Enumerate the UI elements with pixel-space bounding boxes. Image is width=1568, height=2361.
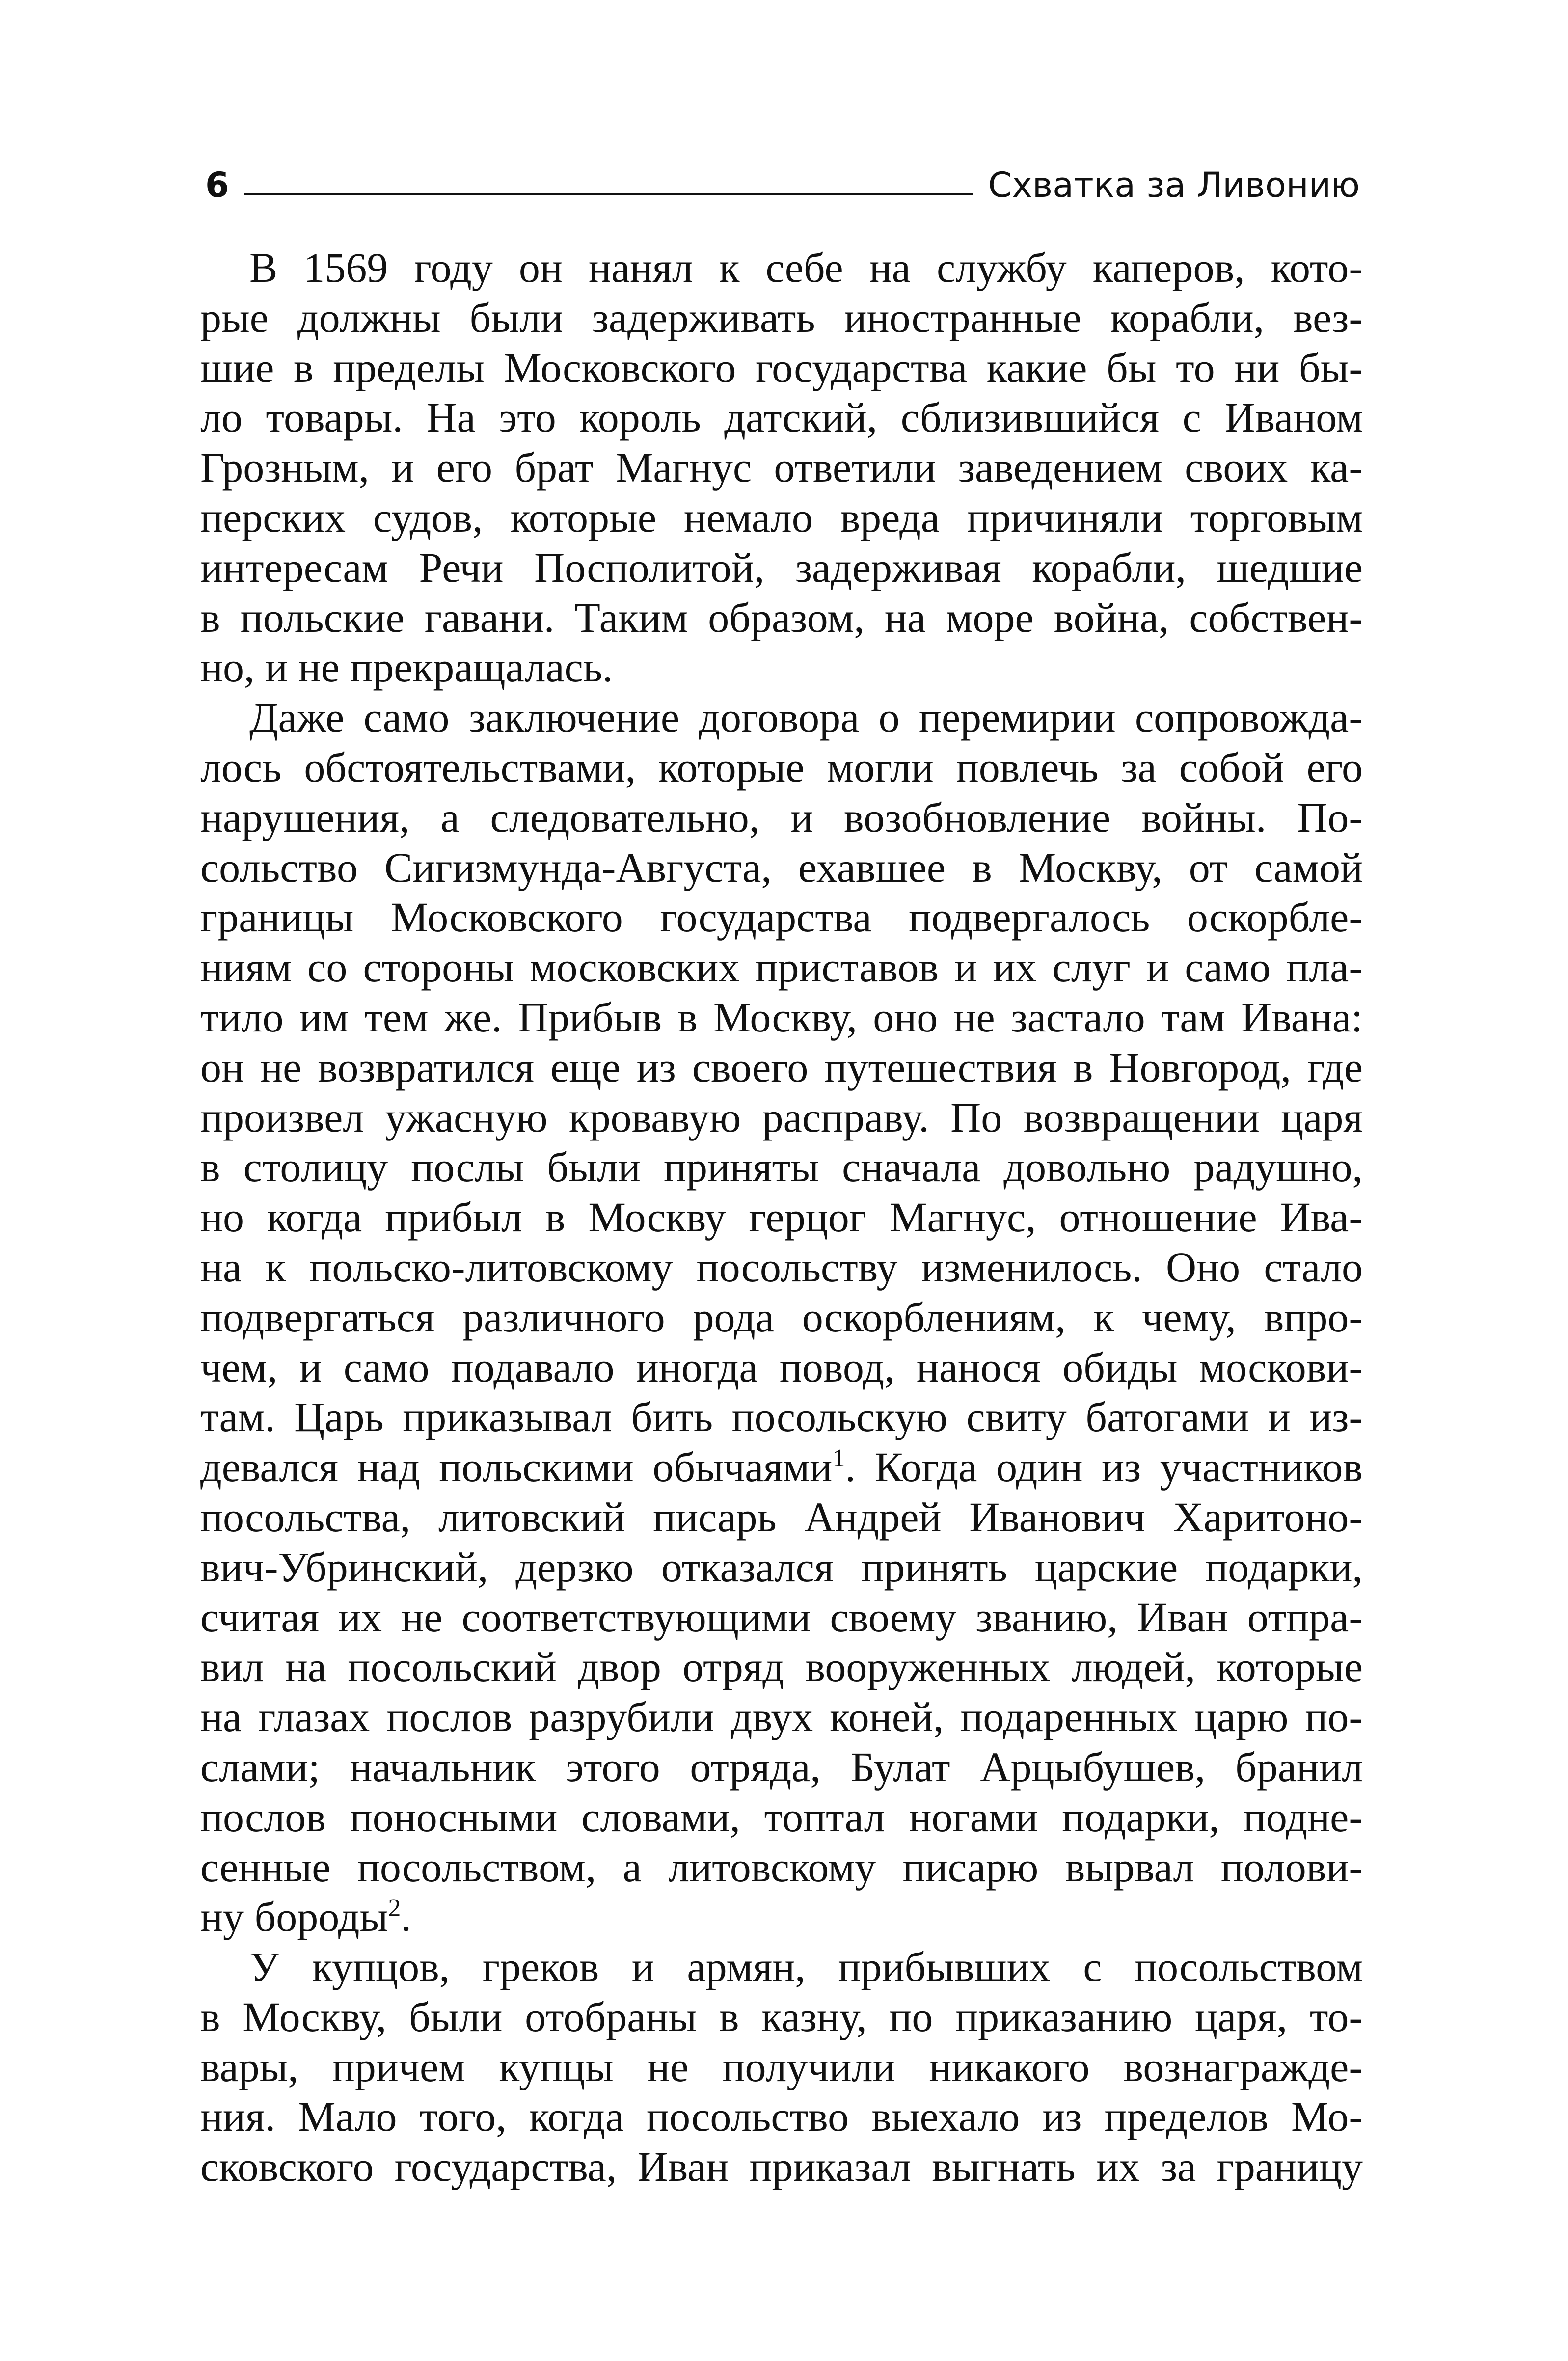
footnote-ref[interactable]: 1 [832, 1444, 845, 1473]
footnote-ref-line [200, 1442, 1363, 1493]
text-line: послов поносными словами, топтал ногами подарки, подне- [200, 1793, 1363, 1841]
text-line: рые должны были задерживать иностранные корабли, вез- [200, 294, 1363, 341]
text-line: слами; начальник этого отряда, Булат Арцыбушев, бранил [200, 1743, 1363, 1791]
text-line: посольства, литовский писарь Андрей Иванович Харитоно- [200, 1493, 1363, 1541]
text-line: тило им тем же. Прибыв в Москву, оно не застало там Ивана: [200, 993, 1363, 1041]
paragraph-1 [200, 243, 1363, 693]
footnote-ref-line [200, 1892, 1363, 1942]
text-line: В 1569 году он нанял к себе на службу каперов, кото- [249, 244, 1363, 291]
text-line: вил на посольский двор отряд вооруженных людей, которые [200, 1643, 1363, 1691]
text-line: лось обстоятельствами, которые могли повлечь за собой его [200, 743, 1363, 791]
text-line: в Москву, были отобраны в казну, по приказанию царя, то- [200, 1993, 1363, 2040]
header-rule [244, 193, 973, 195]
text-line: произвел ужасную кровавую расправу. По возвращении царя [200, 1093, 1363, 1141]
text-line: ниям со стороны московских приставов и их слуг и само пла- [200, 944, 1363, 991]
text-line: он не возвратился еще из своего путешествия в Новгород, где [200, 1043, 1363, 1091]
running-head [205, 147, 1360, 206]
text-line: Даже само заключение договора о перемирии сопровожда- [249, 694, 1363, 741]
text-line: сольство Сигизмунда-Августа, ехавшее в Москву, от самой [200, 843, 1363, 891]
text-line: ло товары. На это король датский, сблизившийся с Иваном [200, 394, 1363, 441]
page-number: 6 [205, 165, 229, 205]
text-line: интересам Речи Посполитой, задерживая корабли, шедшие [200, 543, 1363, 591]
text-line: чем, и само подавало иногда повод, нанося обиды москови- [200, 1343, 1363, 1391]
text-line: подвергаться различного рода оскорблениям, к чему, впро- [200, 1293, 1363, 1341]
paragraph-3 [200, 1942, 1363, 2192]
text-line: вары, причем купцы не получили никакого вознагражде- [200, 2043, 1363, 2090]
text-run: ну бороды [200, 1893, 388, 1941]
running-title: Схватка за Ливонию [988, 165, 1360, 205]
text-line: границы Московского государства подвергалось оскорбле- [200, 894, 1363, 941]
text-line: сковского государства, Иван приказал выгнать их за границу [200, 2143, 1363, 2191]
text-run: . Когда один из участников [845, 1443, 1363, 1491]
text-line: сенные посольством, а литовскому писарю вырвал полови- [200, 1843, 1363, 1891]
text-line: Грозным, и его брат Магнус ответили заведением своих ка- [200, 444, 1363, 491]
text-line: в польские гавани. Таким образом, на море война, собствен- [200, 594, 1363, 641]
text-run: девался над польскими обычаями [200, 1443, 833, 1491]
text-line: нарушения, а следовательно, и возобновление войны. По- [200, 793, 1363, 841]
text-line: шие в пределы Московского государства какие бы то ни бы- [200, 344, 1363, 391]
body-text [200, 243, 1363, 2192]
text-line: вич-Убринский, дерзко отказался принять царские подарки, [200, 1543, 1363, 1591]
text-run: . [401, 1893, 411, 1941]
text-line: но когда прибыл в Москву герцог Магнус, отношение Ива- [200, 1194, 1363, 1241]
paragraph-2 [200, 693, 1363, 1942]
text-line: но, и не прекращалась. [200, 644, 613, 691]
text-line: считая их не соответствующими своему званию, Иван отпра- [200, 1593, 1363, 1641]
text-line: там. Царь приказывал бить посольскую свиту батогами и из- [200, 1393, 1363, 1441]
footnote-ref[interactable]: 2 [388, 1894, 401, 1923]
text-line: на глазах послов разрубили двух коней, подаренных царю по- [200, 1693, 1363, 1741]
text-line: ния. Мало того, когда посольство выехало из пределов Мо- [200, 2093, 1363, 2141]
text-line: на к польско-литовскому посольству изменилось. Оно стало [200, 1243, 1363, 1291]
text-line: У купцов, греков и армян, прибывших с посольством [249, 1943, 1363, 1991]
text-line: в столицу послы были приняты сначала довольно радушно, [200, 1143, 1363, 1191]
text-line: перских судов, которые немало вреда причиняли торговым [200, 493, 1363, 541]
